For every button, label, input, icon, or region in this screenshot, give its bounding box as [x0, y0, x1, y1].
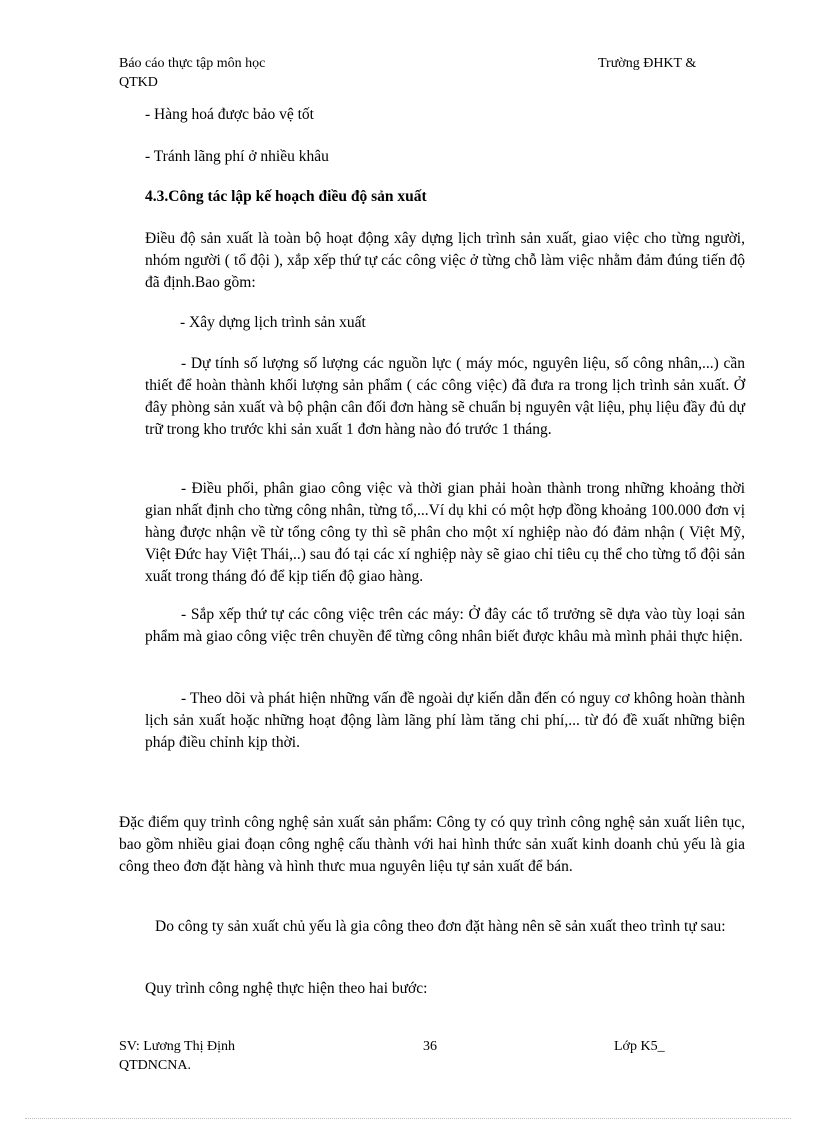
two-step-paragraph: Quy trình công nghệ thực hiện theo hai bước:	[145, 980, 428, 997]
item-dispatch: - Điều phối, phân giao công việc và thời gian phải hoàn thành trong những khoảng thời gian nhất định cho từng công nhân, từng tổ,...Ví dụ khi có một hợp đồng khoảng 100.000 đơn vị hàng được nhận về từ tổng công ty thì sẽ phân cho một xí nghiệp nào đó đảm nhận ( Việt Mỹ, Việt Đức hay Việt Thái,..) sau đó tại các xí nghiệp này sẽ giao chỉ tiêu cụ thể cho từng tổ đội sản xuất trong tháng đó để kịp tiến độ giao hàng.	[145, 480, 745, 585]
item-monitor: - Theo dõi và phát hiện những vấn đề ngoài dự kiến dẫn đến có nguy cơ không hoàn thành lịch sản xuất hoặc những hoạt động làm lãng phí làm tăng chi phí,... từ đó đề xuất những biện pháp điều chỉnh kịp thời.	[145, 690, 745, 751]
header-right: Trường ĐHKT &	[598, 56, 697, 71]
footer-class-cont: QTDNCNA.	[119, 1058, 191, 1073]
bullet-goods-protected: - Hàng hoá được bảo vệ tốt	[145, 106, 314, 123]
production-order-paragraph: Do công ty sản xuất chủ yếu là gia công theo đơn đặt hàng nên sẽ sản xuất theo trình tự sau:	[155, 918, 726, 935]
process-characteristics-paragraph: Đặc điểm quy trình công nghệ sản xuất sản phẩm: Công ty có quy trình công nghệ sản xuất liên tục, bao gồm nhiều giai đoạn công nghệ cấu thành với hai hình thức sản xuất kinh doanh chủ yếu là gia công theo đơn đặt hàng và hình thưc mua nguyên liệu tự sản xuất để bán.	[119, 814, 745, 875]
header-left: Báo cáo thực tập môn học	[119, 56, 266, 71]
item-schedule: - Xây dựng lịch trình sản xuất	[180, 314, 366, 331]
item-estimate-resources: - Dự tính số lượng số lượng các nguồn lực ( máy móc, nguyên liệu, số công nhân,...) cần thiết để hoàn thành khối lượng sản phẩm ( các công việc) đã đưa ra trong lịch trình sản xuất. Ở đây phòng sản xuất và bộ phận cân đối đơn hàng sẽ chuẩn bị nguyên vật liệu, phụ liệu đầy đủ dự trữ trong kho trước khi sản xuất 1 đơn hàng nào đó trước 1 tháng.	[145, 355, 745, 438]
footer-student: SV: Lương Thị Định	[119, 1039, 235, 1054]
bullet-avoid-waste: - Tránh lãng phí ở nhiều khâu	[145, 148, 329, 165]
intro-paragraph: Điều độ sản xuất là toàn bộ hoạt động xây dựng lịch trình sản xuất, giao việc cho từng người, nhóm người ( tổ đội ), xắp xếp thứ tự các công việc ở từng chỗ làm việc nhằm đảm đúng tiến độ đã định.Bao gồm:	[145, 230, 745, 291]
page-bottom-divider	[25, 1118, 791, 1119]
header-left-cont: QTKD	[119, 75, 158, 90]
item-sequence: - Sắp xếp thứ tự các công việc trên các máy: Ở đây các tổ trưởng sẽ dựa vào tùy loại sản phẩm mà giao công việc trên chuyền để từng công nhân biết được khâu mà mình phải thực hiện.	[145, 606, 745, 645]
page-number: 36	[423, 1039, 437, 1054]
section-heading: 4.3.Công tác lập kế hoạch điều độ sản xuất	[145, 188, 427, 205]
footer-class: Lớp K5_	[614, 1039, 665, 1054]
